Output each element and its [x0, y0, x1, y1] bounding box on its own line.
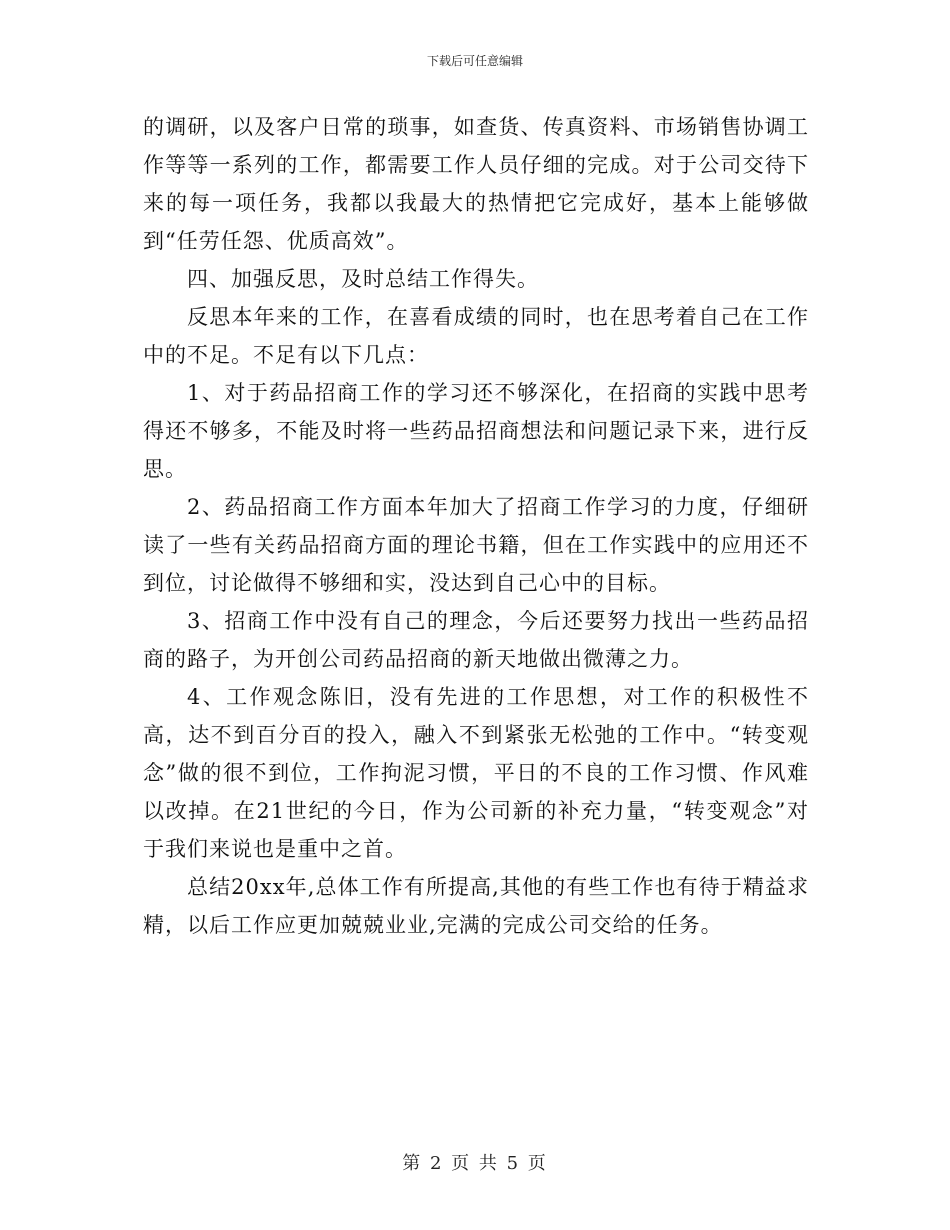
document-body: [143, 108, 809, 944]
paragraph: 的调研，以及客户日常的琐事，如查货、传真资料、市场销售协调工作等等一系列的工作，都需要工作人员仔细的完成。对于公司交待下来的每一项任务，我都以我最大的热情把它完成好，基本上能够做到“任劳任怨、优质高效”。: [143, 115, 809, 253]
list-item: 1、对于药品招商工作的学习还不够深化，在招商的实践中思考得还不够多，不能及时将一些药品招商想法和问题记录下来，进行反思。: [143, 381, 809, 481]
section-heading: 四、加强反思，及时总结工作得失。: [187, 267, 539, 291]
list-item: 2、药品招商工作方面本年加大了招商工作学习的力度，仔细研读了一些有关药品招商方面的理论书籍，但在工作实践中的应用还不到位，讨论做得不够细和实，没达到自己心中的目标。: [143, 495, 809, 595]
list-item: 4、工作观念陈旧，没有先进的工作思想，对工作的积极性不高，达不到百分百的投入，融入不到紧张无松弛的工作中。“转变观念”做的很不到位，工作拘泥习惯，平日的不良的工作习惯、作风难以改掉。在21世纪的今日，作为公司新的补充力量，“转变观念”对于我们来说也是重中之首。: [143, 685, 809, 861]
page-number: 第 2 页 共 5 页: [402, 1153, 548, 1174]
summary-paragraph: 总结20xx年,总体工作有所提高,其他的有些工作也有待于精益求精，以后工作应更加兢兢业业,完满的完成公司交给的任务。: [143, 875, 809, 937]
list-item: 3、招商工作中没有自己的理念，今后还要努力找出一些药品招商的路子，为开创公司药品招商的新天地做出微薄之力。: [143, 609, 809, 671]
page-header: 下载后可任意编辑: [426, 54, 523, 68]
paragraph: 反思本年来的工作，在喜看成绩的同时，也在思考着自己在工作中的不足。不足有以下几点：: [143, 305, 809, 367]
